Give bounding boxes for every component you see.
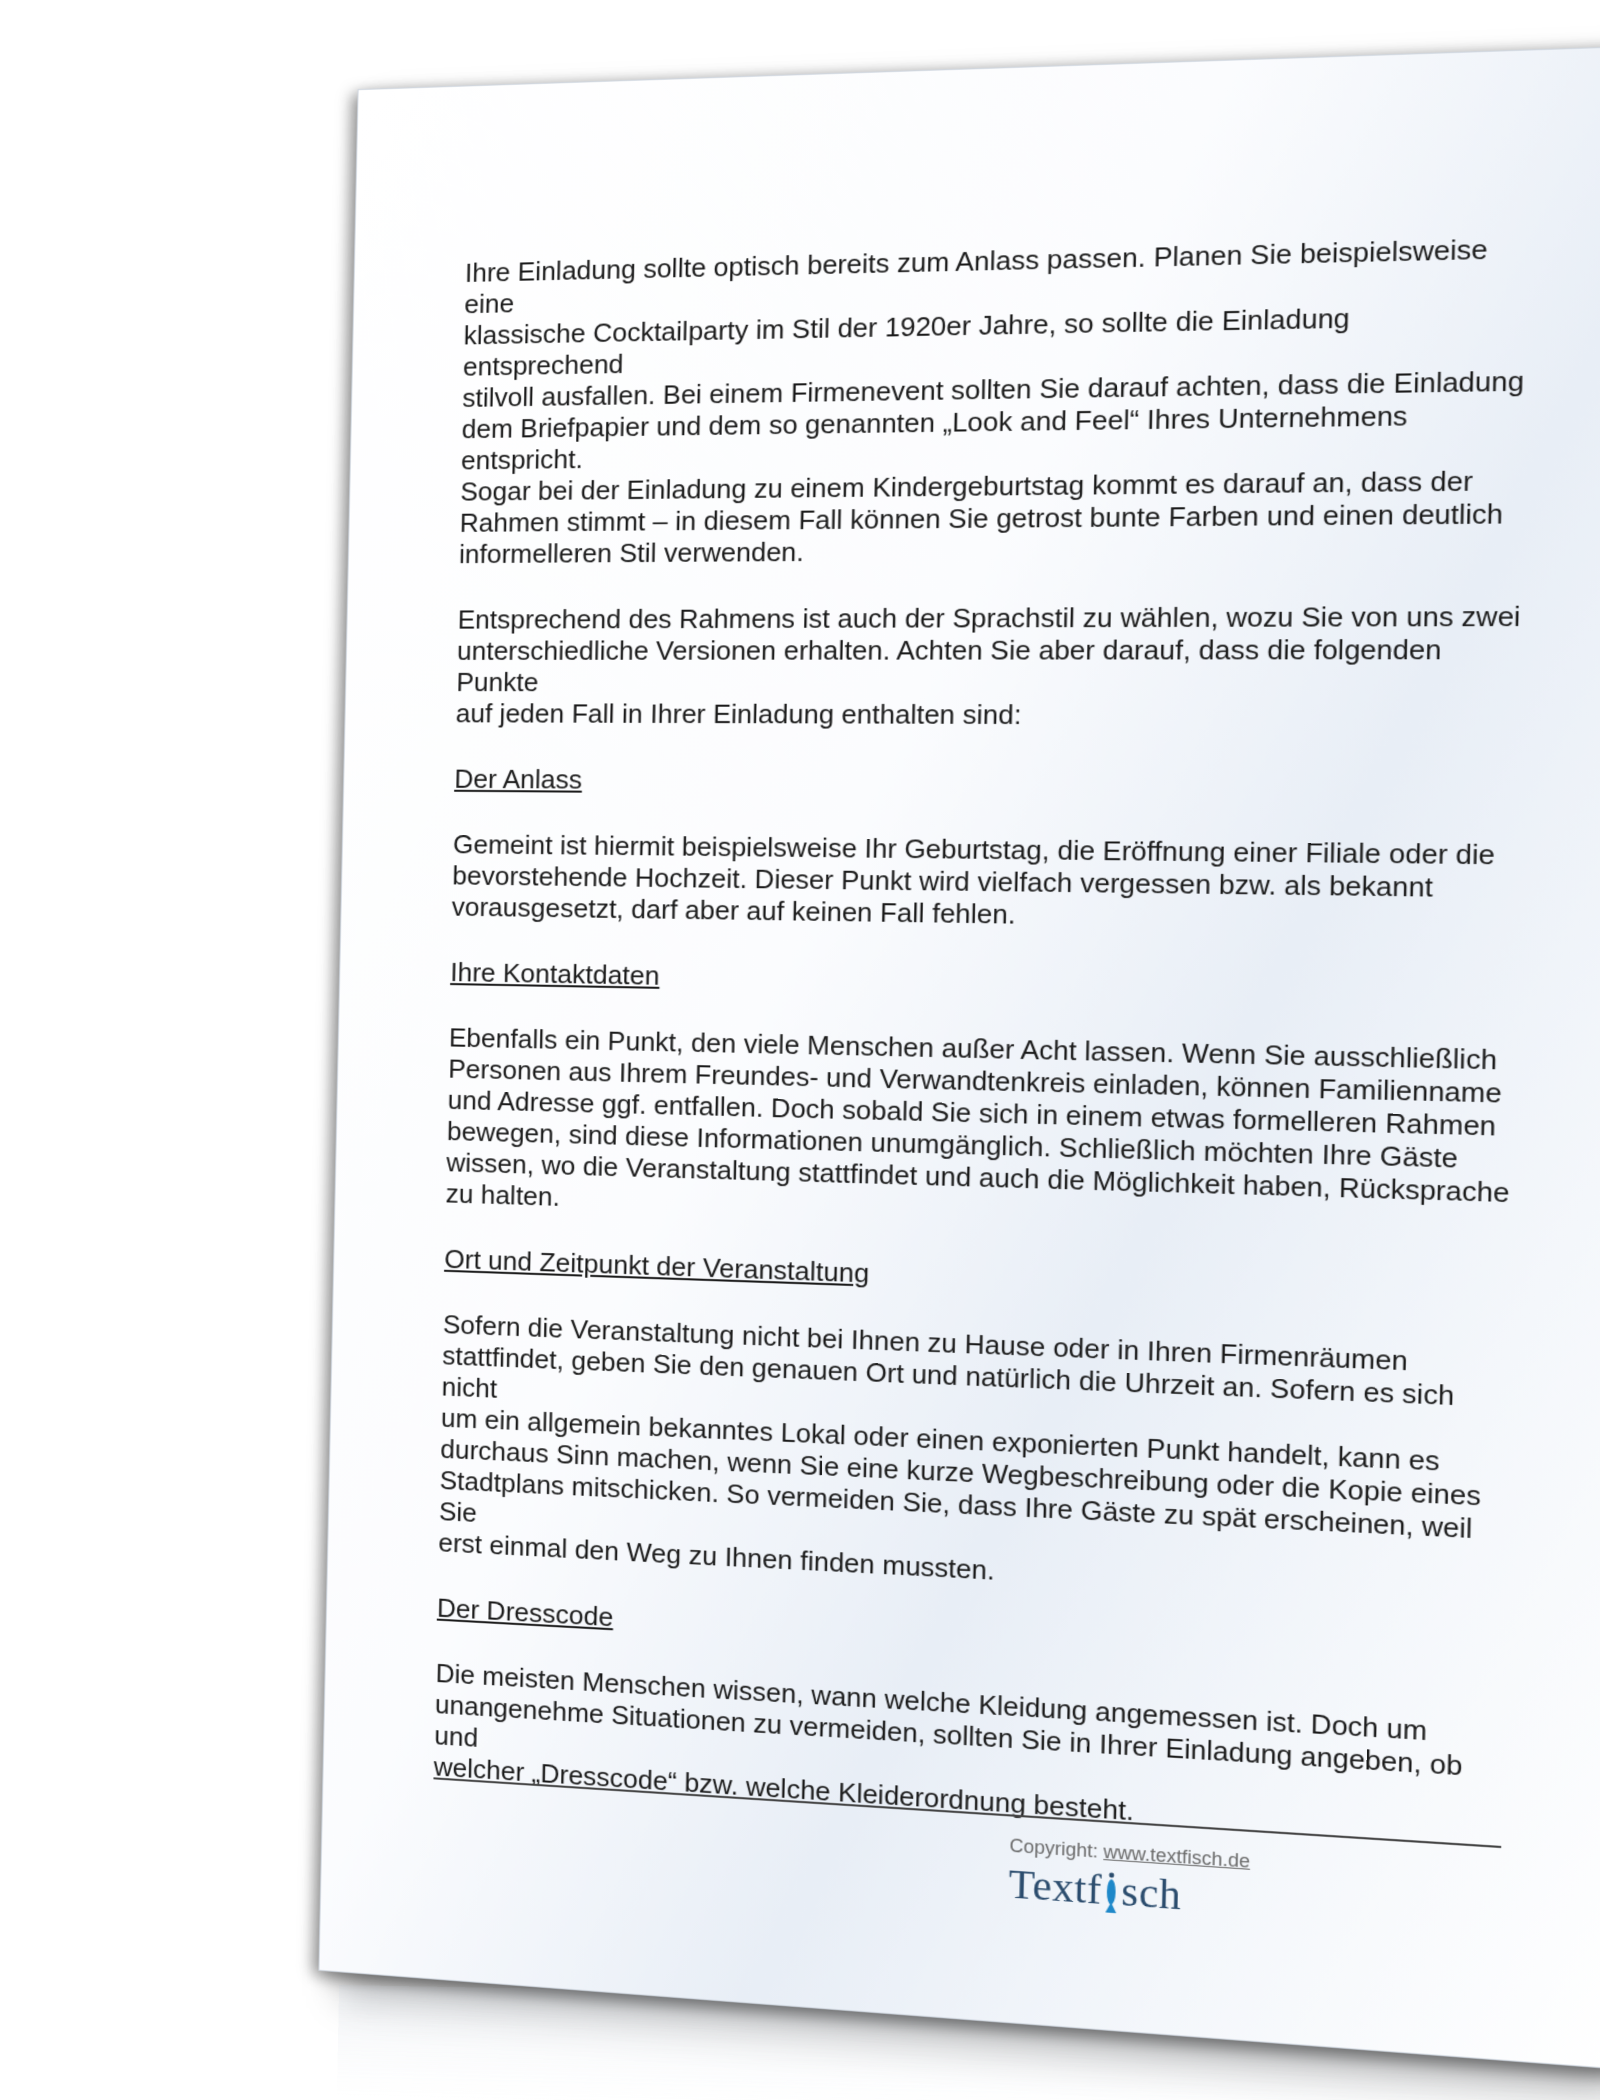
logo-text-left: Textf — [1008, 1860, 1103, 1914]
heading-anlass: Der Anlass — [454, 763, 583, 795]
paragraph-ort-zeitpunkt: Sofern die Veranstaltung nicht bei Ihnen zu Hause oder in Ihren Firmenräumen stattfindet, geben Sie den genauen Ort und natürlich die Uhrzeit an. Sofern es sich nicht um ein allgemein bekanntes Lokal oder einen exponierten Punkt handelt, kann es durchaus Sinn machen, wenn Sie eine kurze Wegbeschreibung oder die Kopie eines Stadtplans mitschicken. So vermeiden Sie, dass Ihre Gäste zu spät erscheinen, weil Sie erst einmal den Weg zu Ihnen finden mussten. — [438, 1308, 1482, 1586]
paragraph-sprachstil: Entsprechend des Rahmens ist auch der Sprachstil zu wählen, wozu Sie von uns zwei unterschiedliche Versionen erhalten. Achten Sie aber darauf, dass die folgenden Punkte auf jeden Fall in Ihrer Einladung enthalten sind: — [455, 600, 1521, 731]
paragraph-dresscode: Die meisten Menschen wissen, wann welche Kleidung angemessen ist. Doch um unangenehme Situationen zu vermeiden, sollten Sie in Ihrer Einladung angeben, ob und welcher „Dresscode“ bzw. welche Kleiderordnung besteht. — [433, 1657, 1463, 1827]
heading-ort-zeitpunkt: Ort und Zeitpunkt der Veranstaltung — [444, 1243, 870, 1289]
document-page — [318, 45, 1600, 2070]
paragraph-kontaktdaten: Ebenfalls ein Punkt, den viele Menschen außer Acht lassen. Wenn Sie ausschließlich Personen aus Ihrem Freundes- und Verwandtenkreis einladen, können Familienname und Adresse ggf. entfallen. Doch sobald Sie sich in einem etwas formelleren Rahmen bewegen, sind diese Informationen unumgänglich. Schließlich möchten Ihre Gäste wissen, wo die Veranstaltung stattfindet und auch die Möglichkeit haben, Rücksprache zu halten. — [445, 1022, 1510, 1212]
paragraph-intro: Ihre Einladung sollte optisch bereits zum Anlass passen. Planen Sie beispielsweise eine klassische Cocktailparty im Stil der 1920er Jahre, so sollte die Einladung entsprechend stilvoll ausfallen. Bei einem Firmenevent sollten Sie darauf achten, dass die Einladung dem Briefpapier und dem so genannten „Look and Feel“ Ihres Unternehmens entspricht. Sogar bei der Einladung zu einem Kindergeburtstag kommt es darauf an, dass der Rahmen stimmt – in diesem Fall können Sie getrost bunte Farben und einen deutlich informelleren Stil verwenden. — [458, 233, 1525, 570]
logo-text-right: sch — [1120, 1867, 1182, 1919]
heading-kontaktdaten: Ihre Kontaktdaten — [450, 956, 660, 991]
document-body — [433, 232, 1538, 1887]
copyright-label: Copyright: — [1009, 1835, 1104, 1863]
paragraph-anlass: Gemeint ist hiermit beispielsweise Ihr Geburtstag, die Eröffnung einer Filiale oder die bevorstehende Hochzeit. Dieser Punkt wird vielfach vergessen bzw. als bekannt vorausgesetzt, darf aber auf keinen Fall fehlen. — [451, 829, 1496, 930]
copyright-link[interactable]: www.textfisch.de — [1103, 1841, 1251, 1872]
heading-dresscode: Der Dresscode — [436, 1592, 614, 1633]
fish-icon — [1103, 1869, 1119, 1916]
